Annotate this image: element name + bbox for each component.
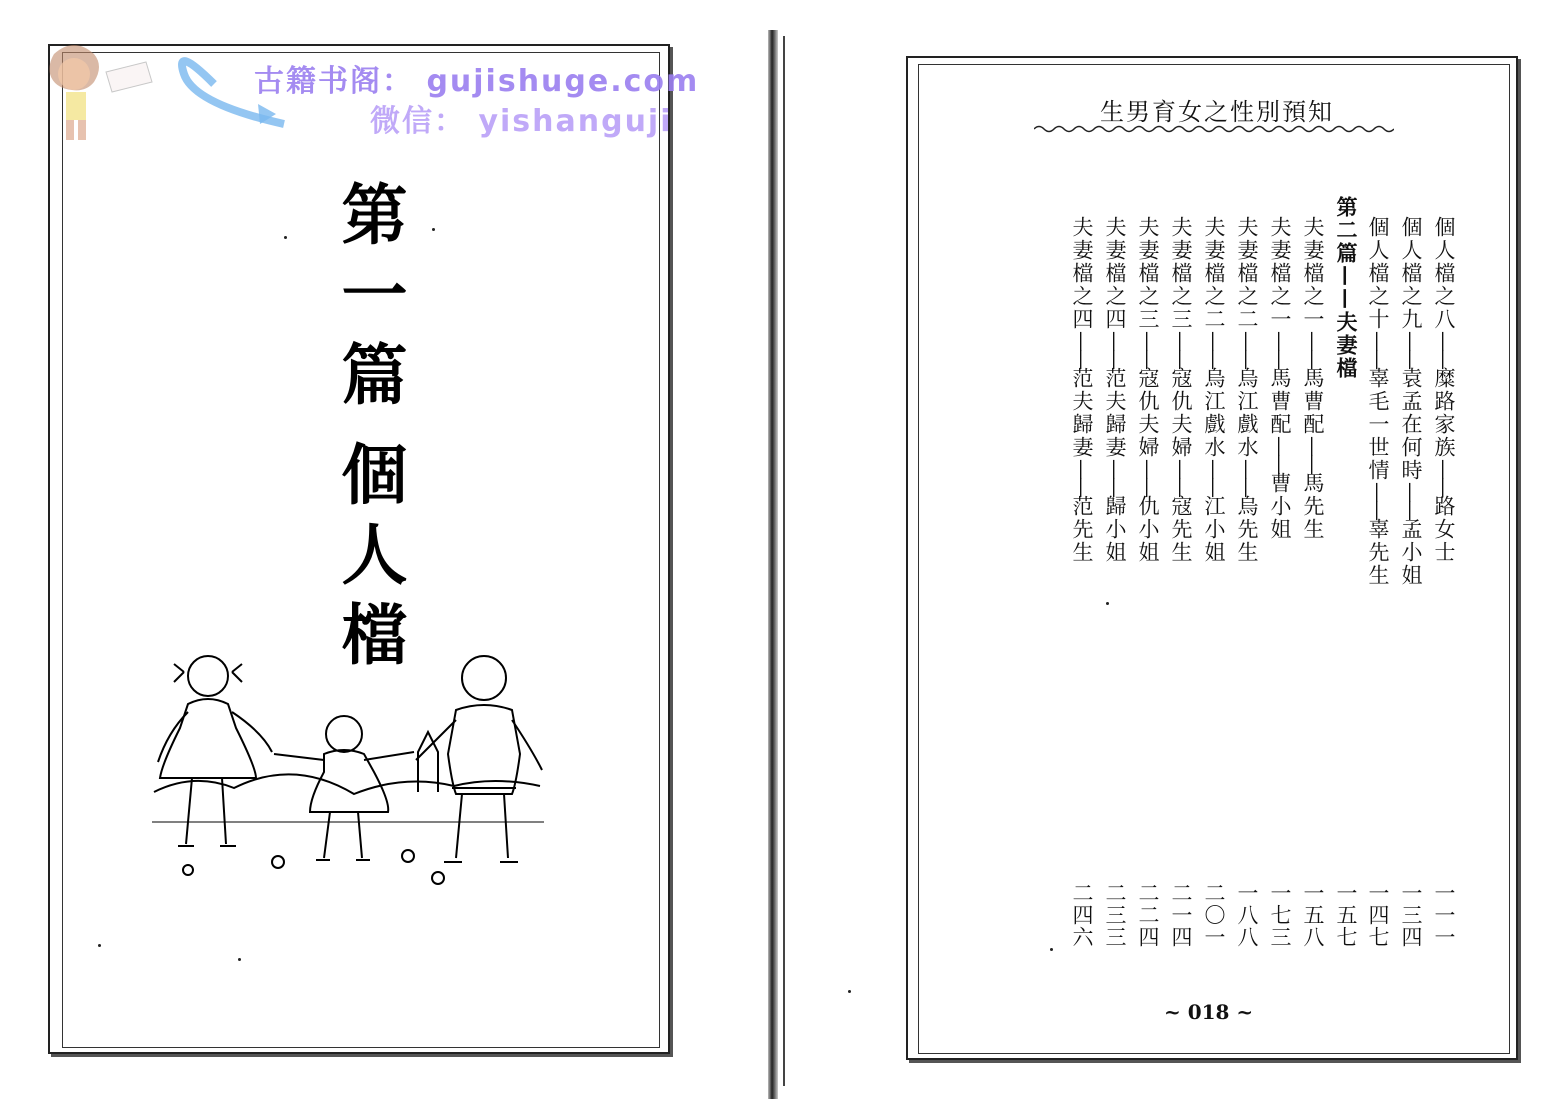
toc-page-number: 二三三 bbox=[1103, 882, 1127, 948]
toc-page-number: 二四六 bbox=[1070, 882, 1094, 948]
toc-page-number: 一五八 bbox=[1301, 882, 1325, 948]
children-illustration bbox=[148, 642, 548, 892]
toc-page-number: 一五七 bbox=[1334, 882, 1358, 948]
toc-page-number: 一八八 bbox=[1235, 882, 1259, 948]
decorative-rule bbox=[1034, 124, 1394, 134]
toc-entry: 夫妻檔之三——寇仇夫婦——仇小姐 bbox=[1136, 216, 1160, 564]
speck bbox=[98, 944, 101, 947]
toc-page-number: 一三四 bbox=[1399, 882, 1423, 948]
toc-page-number: 一一一 bbox=[1432, 882, 1456, 948]
part-name: 個人檔 bbox=[330, 440, 408, 680]
toc-page-number: 一四七 bbox=[1366, 882, 1390, 948]
toc-entry: 夫妻檔之一——馬曹配——曹小姐 bbox=[1268, 216, 1292, 541]
watermark-line-1: 古籍书阁： gujishuge.com bbox=[254, 64, 700, 99]
toc-entry: 個人檔之九——袁孟在何時——孟小姐 bbox=[1399, 216, 1423, 587]
toc-entry: 夫妻檔之一——馬曹配——馬先生 bbox=[1301, 216, 1325, 541]
toc-entry: 夫妻檔之二——烏江戲水——江小姐 bbox=[1202, 216, 1226, 564]
toc-entry: 夫妻檔之二——烏江戲水——烏先生 bbox=[1235, 216, 1259, 564]
toc-page-number: 二二四 bbox=[1136, 882, 1160, 948]
toc-entry: 個人檔之十——辜毛一世情——辜先生 bbox=[1366, 216, 1390, 587]
speck bbox=[238, 958, 241, 961]
speck bbox=[432, 228, 435, 231]
part-label: 第一篇 bbox=[330, 180, 408, 420]
book-title: 生男育女之性別預知 bbox=[1100, 98, 1334, 126]
speck bbox=[284, 236, 287, 239]
speck bbox=[848, 990, 851, 993]
toc-entry: 夫妻檔之四——范夫歸妻——范先生 bbox=[1070, 216, 1094, 564]
book-spine-line bbox=[783, 36, 785, 1086]
toc-entry: 夫妻檔之三——寇仇夫婦——寇先生 bbox=[1169, 216, 1193, 564]
page-footer-number: ~ 018 ~ bbox=[1164, 1000, 1254, 1024]
speck bbox=[1050, 948, 1053, 951]
book-spine bbox=[768, 30, 778, 1099]
toc-entry: 個人檔之八——糜路家族——路女士 bbox=[1432, 216, 1456, 564]
toc-page-number: 二〇一 bbox=[1202, 882, 1226, 948]
speck bbox=[1106, 602, 1109, 605]
toc-entry: 夫妻檔之四——范夫歸妻——歸小姐 bbox=[1103, 216, 1127, 564]
toc-section-heading: 第二篇——夫妻檔 bbox=[1334, 196, 1359, 380]
watermark-line-2: 微信： yishanguji bbox=[370, 104, 673, 139]
toc-page-number: 一七三 bbox=[1268, 882, 1292, 948]
toc-page-number: 二一四 bbox=[1169, 882, 1193, 948]
